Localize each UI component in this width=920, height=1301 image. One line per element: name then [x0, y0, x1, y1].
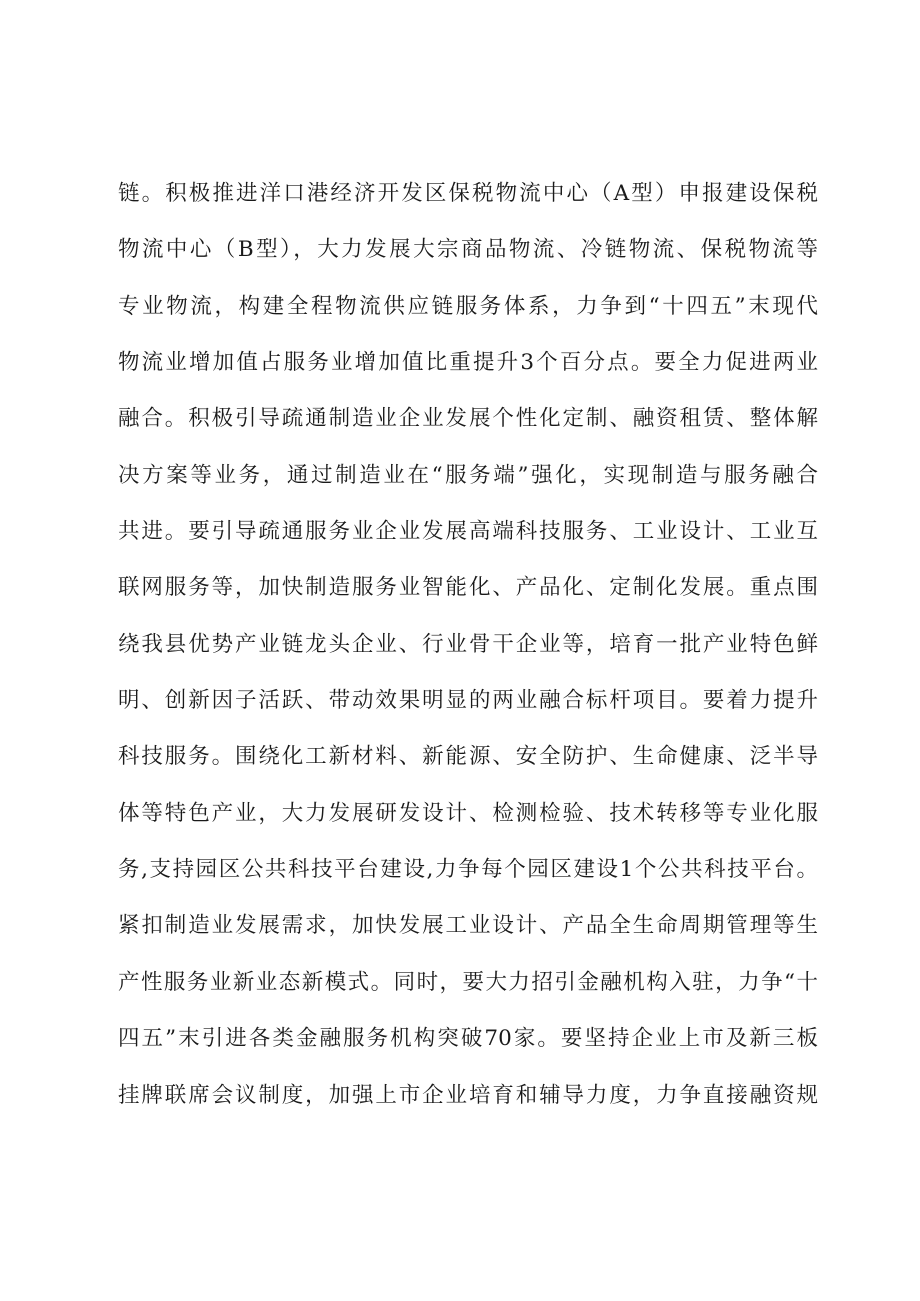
text-line: 共进。要引导疏通服务业企业发展高端科技服务、工业设计、工业互: [118, 519, 818, 545]
text-line: 链。积极推进洋口港经济开发区保税物流中心（A型）申报建设保税: [118, 181, 818, 206]
text-line: 绕我县优势产业链龙头企业、行业骨干企业等，培育一批产业特色鲜: [118, 631, 818, 657]
text-line: 物流中心（B型），大力发展大宗商品物流、冷链物流、保税物流等: [118, 237, 818, 263]
text-line: 挂牌联席会议制度，加强上市企业培育和辅导力度，力争直接融资规: [118, 1082, 818, 1108]
text-line: 明、创新因子活跃、带动效果明显的两业融合标杆项目。要着力提升: [118, 688, 818, 714]
text-line: 专业物流，构建全程物流供应链服务体系，力争到“十四五”末现代: [118, 293, 818, 319]
text-line: 科技服务。围绕化工新材料、新能源、安全防护、生命健康、泛半导: [118, 744, 818, 770]
text-line: 务,支持园区公共科技平台建设,力争每个园区建设1个公共科技平台。: [118, 857, 818, 883]
text-line: 紧扣制造业发展需求，加快发展工业设计、产品全生命周期管理等生: [118, 913, 818, 939]
text-line: 融合。积极引导疏通制造业企业发展个性化定制、融资租赁、整体解: [118, 406, 818, 432]
text-line: 物流业增加值占服务业增加值比重提升3个百分点。要全力促进两业: [118, 350, 818, 376]
text-line: 决方案等业务，通过制造业在“服务端”强化，实现制造与服务融合: [118, 462, 818, 488]
body-paragraph: [118, 166, 818, 1124]
text-line: 产性服务业新业态新模式。同时，要大力招引金融机构入驻，力争“十: [118, 969, 818, 995]
text-line: 体等特色产业，大力发展研发设计、检测检验、技术转移等专业化服: [118, 800, 818, 826]
text-line: 四五”末引进各类金融服务机构突破70家。要坚持企业上市及新三板: [118, 1026, 818, 1052]
text-line: 联网服务等，加快制造服务业智能化、产品化、定制化发展。重点围: [118, 575, 818, 601]
